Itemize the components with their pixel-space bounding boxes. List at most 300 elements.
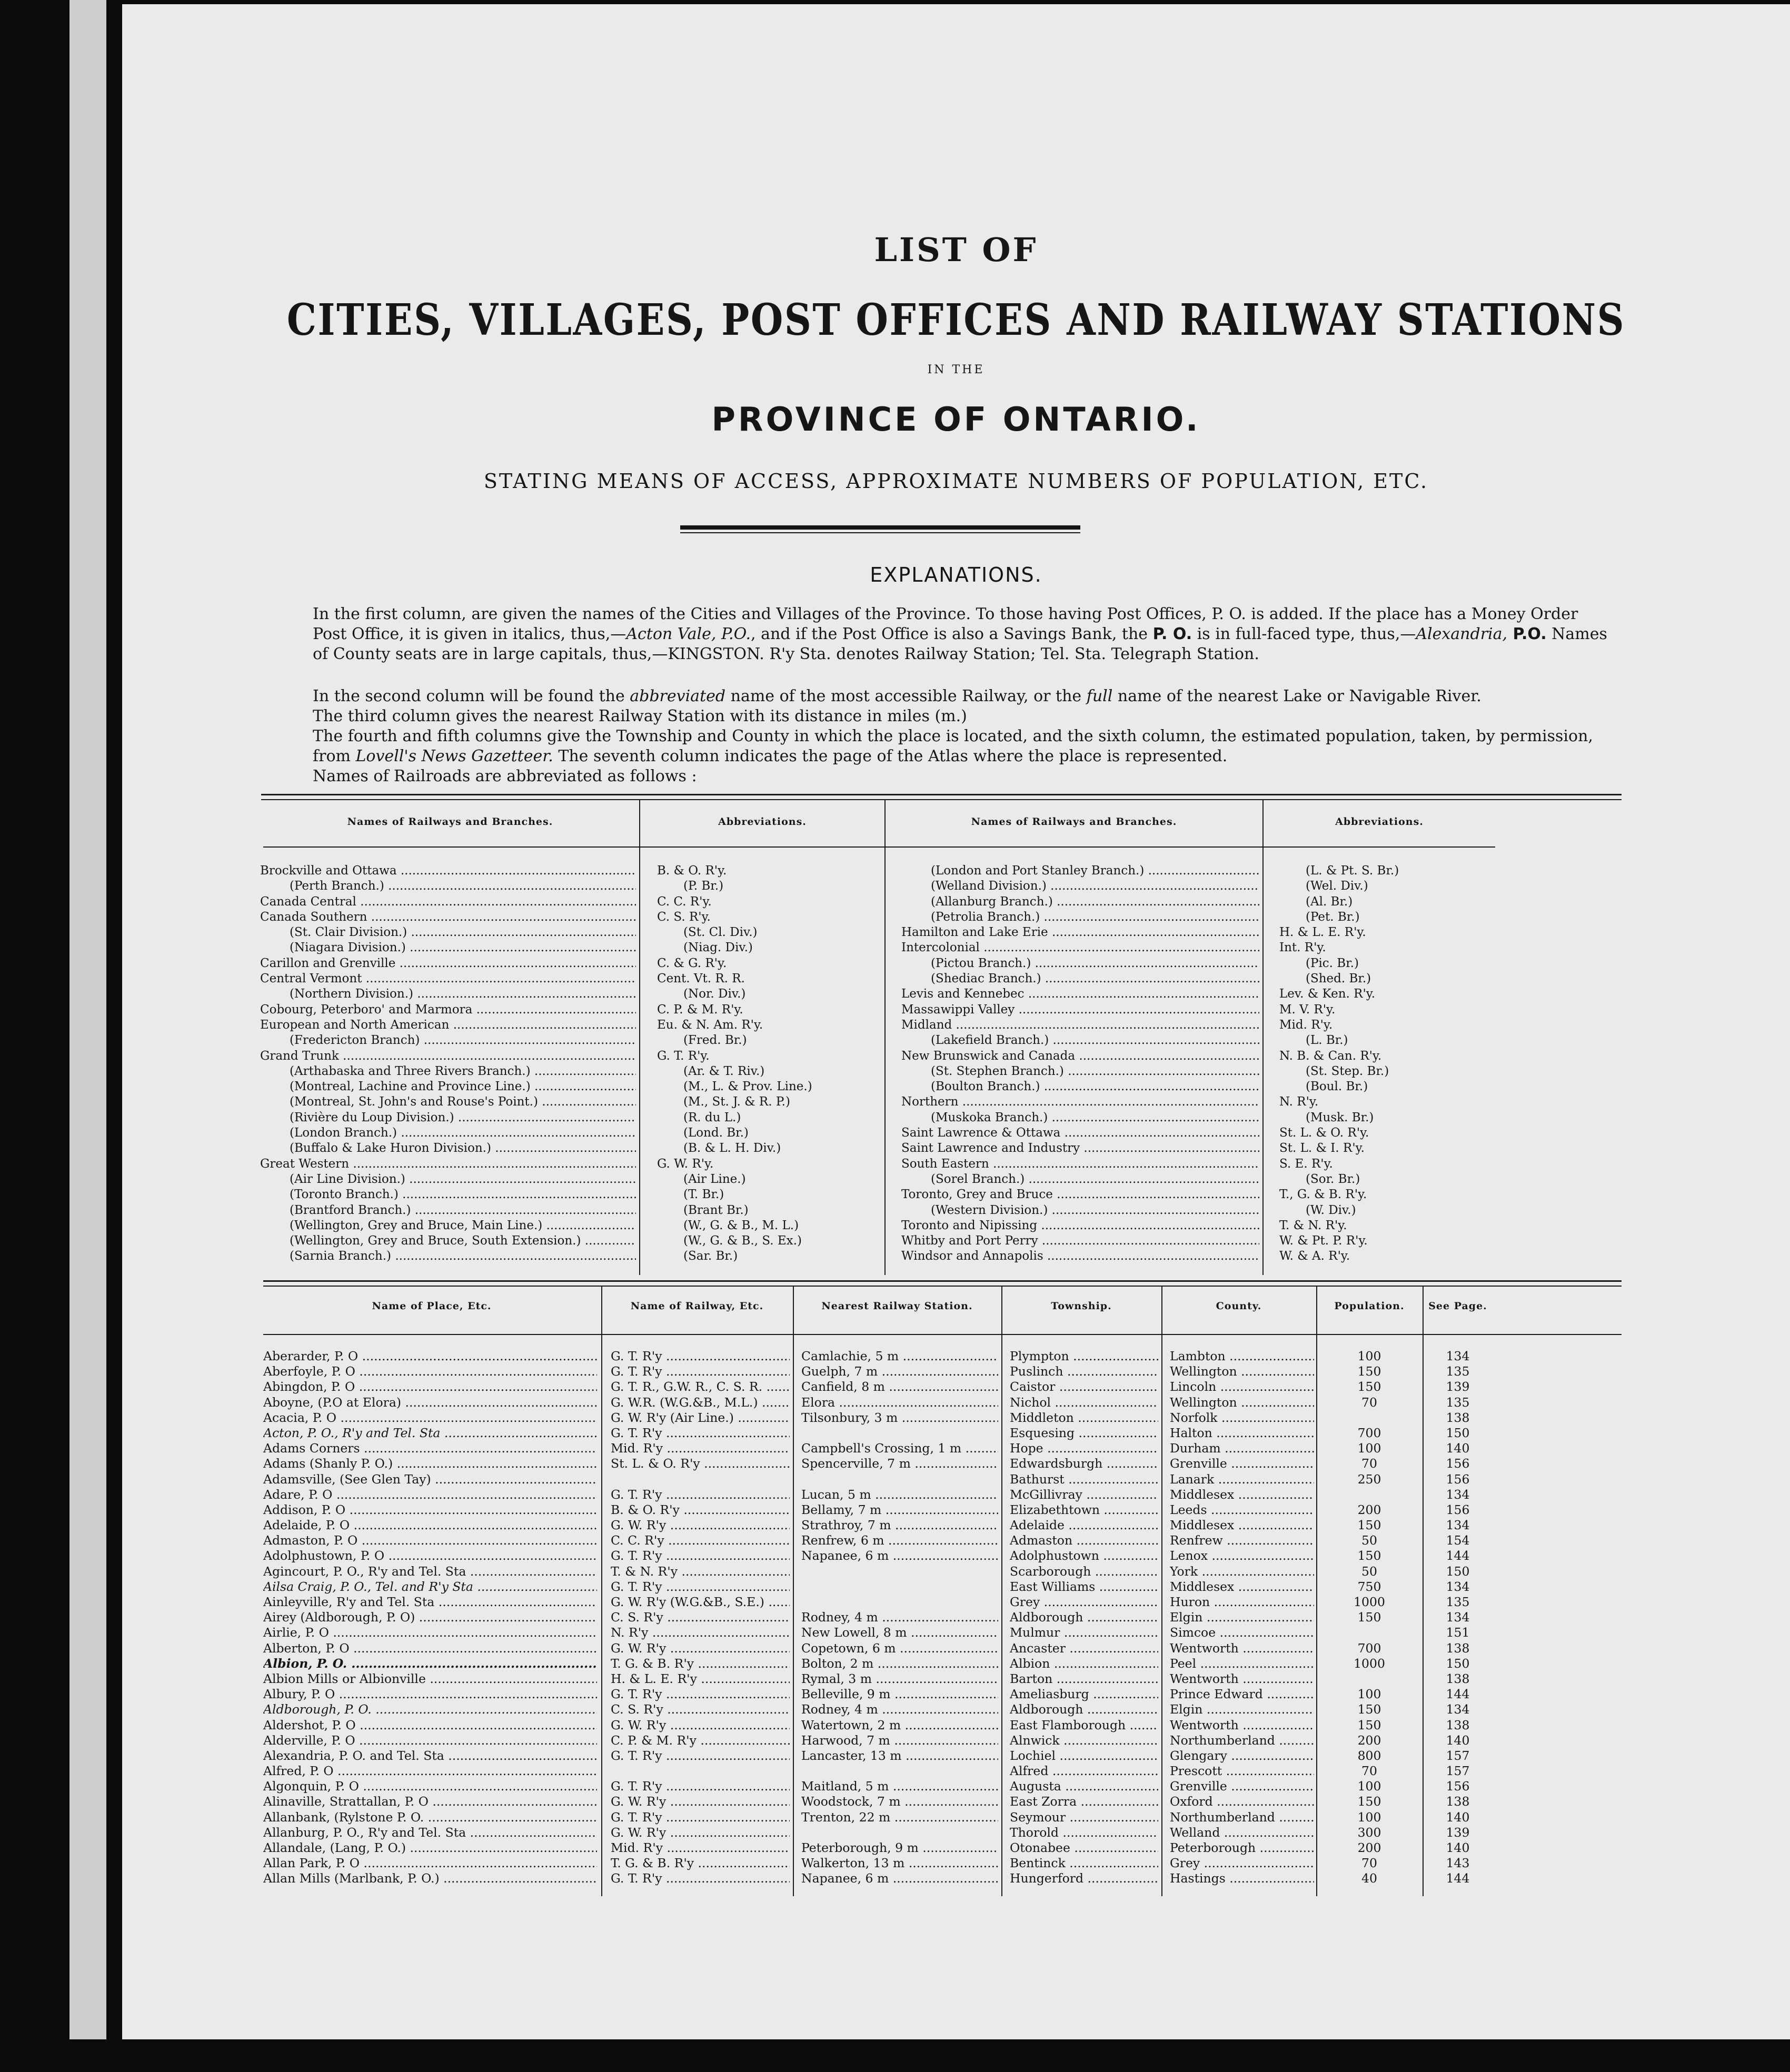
population-cell-text: 150: [1357, 1548, 1381, 1563]
station-cell: [801, 1548, 998, 1563]
page-cell-text: 140: [1446, 1840, 1470, 1855]
population-cell: [1317, 1764, 1421, 1779]
station-cell-text: Lancaster, 13 m .....: [801, 1748, 998, 1763]
railway-name-row: [901, 1172, 1259, 1187]
county-cell: [1170, 1410, 1314, 1426]
place-name-text: Albion, P. O. .....: [263, 1656, 597, 1671]
railway-name-row: [901, 1157, 1259, 1172]
binding-edge: [0, 0, 122, 2072]
railway-name-row: [901, 1249, 1259, 1264]
place-name-text: Allanburg, P. O., R'y and Tel. Sta .....: [263, 1825, 597, 1840]
railway-abbreviation: (W., G. & B., S. Ex.): [683, 1234, 802, 1248]
township-cell-text: Aldborough .....: [1010, 1702, 1158, 1717]
township-cell-text: Nichol .....: [1010, 1395, 1158, 1410]
township-cell: [1010, 1426, 1158, 1441]
railway-abbreviation: G. T. R'y.: [657, 1049, 710, 1063]
county-cell-text: Lambton .....: [1170, 1349, 1314, 1363]
township-cell: [1010, 1410, 1158, 1426]
railway-abbreviation: C. P. & M. R'y.: [657, 1002, 743, 1017]
population-cell-text: 150: [1357, 1518, 1381, 1533]
page-cell-text: 139: [1446, 1825, 1470, 1840]
railway-cell-text: G. W. R'y .....: [611, 1718, 790, 1732]
page-cell-text: 156: [1446, 1502, 1470, 1517]
page-cell: [1424, 1856, 1492, 1871]
page-cell: [1424, 1779, 1492, 1794]
township-cell: [1010, 1487, 1158, 1502]
railway-cell: [611, 1641, 790, 1656]
county-cell: [1170, 1548, 1314, 1563]
population-cell: [1317, 1733, 1421, 1748]
station-cell: [801, 1748, 998, 1764]
railway-name-row: [260, 1172, 636, 1187]
place-name: [263, 1871, 597, 1886]
population-cell-text: 100: [1357, 1687, 1381, 1702]
place-name-text: Abingdon, P. O .....: [263, 1379, 597, 1394]
county-cell-text: Welland .....: [1170, 1825, 1314, 1840]
railway-abbreviation: (R. du L.): [683, 1110, 741, 1124]
place-name: [263, 1472, 597, 1487]
county-cell-text: Wellington .....: [1170, 1364, 1314, 1379]
page-cell: [1424, 1702, 1492, 1717]
railway-cell-text: G. T. R'y .....: [611, 1810, 790, 1825]
township-cell-text: East Flamborough .....: [1010, 1718, 1158, 1732]
title-rule-thin: [680, 532, 1080, 533]
county-cell-text: Elgin .....: [1170, 1702, 1314, 1717]
station-cell: [801, 1379, 998, 1394]
county-cell-text: Wentworth .....: [1170, 1671, 1314, 1686]
page-cell-text: 157: [1446, 1764, 1470, 1779]
population-cell-text: 70: [1361, 1856, 1377, 1871]
population-cell-text: 300: [1357, 1825, 1381, 1840]
explanations-heading: EXPLANATIONS.: [870, 563, 1042, 586]
township-cell: [1010, 1641, 1158, 1656]
railway-cell: [611, 1779, 790, 1794]
place-name: [263, 1518, 597, 1533]
place-name: [263, 1840, 597, 1856]
population-cell: [1317, 1687, 1421, 1702]
population-cell: [1317, 1825, 1421, 1840]
population-cell: [1317, 1426, 1421, 1441]
township-cell: [1010, 1687, 1158, 1702]
railway-abbreviation: (Wel. Div.): [1306, 879, 1368, 893]
railway-cell-text: G. T. R'y .....: [611, 1548, 790, 1563]
population-cell: [1317, 1625, 1421, 1640]
township-cell-text: Middleton .....: [1010, 1410, 1158, 1425]
page-cell: [1424, 1641, 1492, 1656]
county-cell: [1170, 1533, 1314, 1548]
abbr-head-rule: [263, 846, 639, 848]
township-cell: [1010, 1533, 1158, 1548]
population-cell: [1317, 1456, 1421, 1471]
station-cell: [801, 1656, 998, 1671]
county-cell-text: Elgin .....: [1170, 1610, 1314, 1625]
railway-cell: [611, 1564, 790, 1579]
station-cell-text: Elora .....: [801, 1395, 998, 1410]
population-cell: [1317, 1718, 1421, 1733]
county-cell-text: Halton .....: [1170, 1426, 1314, 1440]
railway-abbreviation: St. L. & I. R'y.: [1279, 1141, 1365, 1155]
railway-cell: [611, 1364, 790, 1379]
county-cell-text: Grenville .....: [1170, 1779, 1314, 1794]
county-cell: [1170, 1441, 1314, 1456]
place-name: [263, 1579, 597, 1595]
explain-text: The seventh column indicates the page of the Atlas where the place is represented.: [553, 747, 1228, 765]
places-divider: [601, 1287, 602, 1896]
explain-bold: P.O.: [1507, 625, 1547, 643]
explain-text: Names of County seats are in large capitals, thus,—KINGSTON. R'y Sta. denotes Railway Station; Tel. Sta. Telegraph Station.: [313, 625, 1607, 663]
county-cell-text: Lanark .....: [1170, 1472, 1314, 1487]
county-cell: [1170, 1579, 1314, 1595]
place-name-text: Alinaville, Strattallan, P. O .....: [263, 1794, 597, 1809]
place-name: [263, 1441, 597, 1456]
page-cell: [1424, 1441, 1492, 1456]
station-cell: [801, 1564, 998, 1579]
railway-name: Midland .....: [901, 1018, 1259, 1032]
railway-abbreviation: C. & G. R'y.: [657, 956, 727, 970]
population-cell-text: 750: [1357, 1579, 1381, 1594]
places-header-railway: Name of Railway, Etc.: [630, 1300, 764, 1312]
population-cell-text: 800: [1357, 1748, 1381, 1763]
township-cell: [1010, 1610, 1158, 1625]
place-name-text: Aberfoyle, P. O .....: [263, 1364, 597, 1379]
railway-name-row: [260, 910, 636, 925]
page-cell: [1424, 1748, 1492, 1764]
place-name-text: Albion Mills or Albionville .....: [263, 1671, 597, 1686]
population-cell-text: 100: [1357, 1779, 1381, 1794]
county-cell-text: Grenville .....: [1170, 1456, 1314, 1471]
station-cell-text: Camlachie, 5 m .....: [801, 1349, 998, 1363]
railway-name-row: [260, 925, 636, 940]
page-cell-text: 154: [1446, 1533, 1470, 1548]
railway-abbreviation: (M., L. & Prov. Line.): [683, 1080, 812, 1094]
page-cell: [1424, 1410, 1492, 1426]
railway-abbreviation: (W. Div.): [1306, 1203, 1356, 1217]
station-cell-text: Guelph, 7 m .....: [801, 1364, 998, 1379]
railway-abbreviation: T., G. & B. R'y.: [1279, 1188, 1367, 1202]
explanation-paragraph-1: [260, 604, 1613, 664]
railway-cell: [611, 1502, 790, 1518]
railway-name: Canada Southern .....: [260, 910, 636, 924]
page-cell-text: 156: [1446, 1456, 1470, 1471]
township-cell: [1010, 1702, 1158, 1717]
explain-italic: Alexandria,: [1416, 625, 1508, 643]
page-cell: [1424, 1379, 1492, 1394]
place-name-text: Ainleyville, R'y and Tel. Sta .....: [263, 1595, 597, 1609]
railway-abbreviation: (Sor. Br.): [1306, 1172, 1360, 1186]
explain-italic: full: [1086, 687, 1113, 705]
station-cell-text: Trenton, 22 m .....: [801, 1810, 998, 1825]
railway-name-row: [901, 1002, 1259, 1018]
page-cell: [1424, 1579, 1492, 1595]
township-cell-text: Hungerford .....: [1010, 1871, 1158, 1886]
place-name-text: Adamsville, (See Glen Tay) .....: [263, 1472, 597, 1487]
county-cell-text: Lenox .....: [1170, 1548, 1314, 1563]
railway-name: (Toronto Branch.) .....: [290, 1188, 636, 1201]
population-cell: [1317, 1748, 1421, 1764]
place-name: [263, 1610, 597, 1625]
county-cell-text: Huron .....: [1170, 1595, 1314, 1609]
railway-name-row: [901, 1033, 1259, 1048]
explain-text: , and if the Post Office is also a Savings Bank, the: [751, 625, 1153, 643]
township-cell-text: Plympton .....: [1010, 1349, 1158, 1363]
railway-name-row: [260, 1018, 636, 1033]
railway-abbreviation: (Nor. Div.): [683, 987, 746, 1001]
railway-name: Levis and Kennebec .....: [901, 987, 1259, 1001]
railway-cell: [611, 1395, 790, 1410]
county-cell: [1170, 1456, 1314, 1471]
township-cell: [1010, 1856, 1158, 1871]
population-cell: [1317, 1502, 1421, 1518]
railway-abbreviation: C. S. R'y.: [657, 910, 711, 924]
page-cell: [1424, 1871, 1492, 1886]
county-cell-text: Prescott .....: [1170, 1764, 1314, 1778]
railway-abbreviation: (L. Br.): [1306, 1033, 1348, 1048]
railway-cell-text: G. W. R'y .....: [611, 1825, 790, 1840]
title-line-3: IN THE: [927, 363, 985, 376]
explain-text: Names of Railroads are abbreviated as follows :: [313, 767, 697, 785]
township-cell: [1010, 1379, 1158, 1394]
railway-cell: [611, 1748, 790, 1764]
station-cell: [801, 1779, 998, 1794]
explanation-paragraph-5: [260, 766, 1613, 786]
railway-cell: [611, 1871, 790, 1886]
railway-name: (Montreal, Lachine and Province Line.) .....: [290, 1080, 636, 1093]
explain-bold: P. O.: [1152, 625, 1192, 643]
county-cell: [1170, 1687, 1314, 1702]
page-cell: [1424, 1794, 1492, 1809]
population-cell: [1317, 1656, 1421, 1671]
place-name: [263, 1379, 597, 1394]
place-name-text: Alfred, P. O .....: [263, 1764, 597, 1778]
railway-abbreviation: S. E. R'y.: [1279, 1157, 1333, 1171]
county-cell: [1170, 1595, 1314, 1610]
abbr-table-divider: [639, 800, 640, 1275]
railway-cell: [611, 1579, 790, 1595]
railway-name: South Eastern .....: [901, 1157, 1259, 1171]
township-cell: [1010, 1718, 1158, 1733]
township-cell-text: Augusta .....: [1010, 1779, 1158, 1794]
railway-name-row: [260, 1141, 636, 1156]
railway-abbreviation: Eu. & N. Am. R'y.: [657, 1018, 763, 1032]
places-column-township: [1010, 1349, 1158, 1887]
railway-abbreviation: St. L. & O. R'y.: [1279, 1126, 1369, 1140]
railway-name: (Rivière du Loup Division.) .....: [290, 1111, 636, 1124]
township-cell: [1010, 1364, 1158, 1379]
railway-abbreviation: T. & N. R'y.: [1279, 1218, 1347, 1232]
township-cell-text: Mulmur .....: [1010, 1625, 1158, 1640]
township-cell-text: McGillivray .....: [1010, 1487, 1158, 1502]
station-cell-text: Harwood, 7 m .....: [801, 1733, 998, 1748]
township-cell: [1010, 1825, 1158, 1840]
place-name-text: Adare, P. O .....: [263, 1487, 597, 1502]
railway-name: (Welland Division.) .....: [931, 879, 1259, 893]
population-cell-text: 150: [1357, 1364, 1381, 1379]
railway-name-row: [901, 1203, 1259, 1218]
railway-abbreviation: (Shed. Br.): [1306, 972, 1371, 986]
station-cell: [801, 1410, 998, 1426]
railway-cell-text: G. T. R'y .....: [611, 1748, 790, 1763]
county-cell: [1170, 1487, 1314, 1502]
township-cell: [1010, 1764, 1158, 1779]
station-cell: [801, 1472, 998, 1487]
population-cell-text: 70: [1361, 1456, 1377, 1471]
places-column-station: [801, 1349, 998, 1887]
places-divider: [1001, 1287, 1002, 1896]
station-cell-text: Tilsonbury, 3 m .....: [801, 1410, 998, 1425]
page-cell: [1424, 1502, 1492, 1518]
township-cell-text: Elizabethtown .....: [1010, 1502, 1158, 1517]
population-cell: [1317, 1349, 1421, 1364]
population-cell: [1317, 1379, 1421, 1394]
township-cell: [1010, 1733, 1158, 1748]
places-header-station: Nearest Railway Station.: [821, 1300, 973, 1312]
population-cell: [1317, 1810, 1421, 1825]
title-rule: [680, 525, 1080, 530]
place-name-text: Acacia, P. O .....: [263, 1410, 597, 1425]
county-cell-text: Grey .....: [1170, 1856, 1314, 1870]
abbr-table-top-rule-thin: [261, 799, 1622, 800]
county-cell: [1170, 1379, 1314, 1394]
county-cell: [1170, 1840, 1314, 1856]
station-cell-text: Lucan, 5 m .....: [801, 1487, 998, 1502]
document-page: [122, 4, 1790, 2039]
station-cell-text: Strathroy, 7 m .....: [801, 1518, 998, 1532]
railway-cell: [611, 1764, 790, 1779]
station-cell-text: Campbell's Crossing, 1 m .....: [801, 1441, 998, 1456]
station-cell: [801, 1733, 998, 1748]
place-name: [263, 1825, 597, 1840]
township-cell: [1010, 1502, 1158, 1518]
railway-names-left: [260, 863, 636, 1264]
railway-name-row: [260, 1157, 636, 1172]
railway-abbreviation: (Niag. Div.): [683, 941, 753, 955]
railway-cell-text: St. L. & O. R'y .....: [611, 1456, 790, 1471]
township-cell-text: Hope .....: [1010, 1441, 1158, 1456]
railway-name: Saint Lawrence and Industry .....: [901, 1141, 1259, 1155]
railway-abbr-right: [1279, 863, 1490, 1264]
railway-cell-text: G. W. R'y .....: [611, 1641, 790, 1656]
township-cell: [1010, 1564, 1158, 1579]
township-cell: [1010, 1441, 1158, 1456]
abbr-header-abbr: Abbreviations.: [1335, 816, 1424, 828]
place-name: [263, 1487, 597, 1502]
abbr-table-divider: [884, 800, 886, 1275]
railway-abbreviation: (Air Line.): [683, 1172, 746, 1186]
railway-name: (St. Stephen Branch.) .....: [931, 1064, 1259, 1078]
railway-name-row: [260, 1094, 636, 1110]
railway-name: (Niagara Division.) .....: [290, 941, 636, 954]
county-cell-text: York .....: [1170, 1564, 1314, 1579]
railway-name-row: [901, 879, 1259, 894]
page-cell: [1424, 1456, 1492, 1471]
place-name-text: Adelaide, P. O .....: [263, 1518, 597, 1532]
explain-italic: Acton Vale, P.O.: [626, 625, 751, 643]
county-cell-text: Middlesex .....: [1170, 1518, 1314, 1532]
railway-name: (Wellington, Grey and Bruce, Main Line.) .....: [290, 1219, 636, 1232]
page-cell-text: 144: [1446, 1687, 1470, 1702]
page-cell-text: 156: [1446, 1779, 1470, 1794]
population-cell-text: 50: [1361, 1563, 1377, 1579]
title-line-1: LIST OF: [874, 231, 1038, 269]
township-cell: [1010, 1548, 1158, 1563]
railway-name: Canada Central .....: [260, 895, 636, 909]
railway-name: Grand Trunk .....: [260, 1049, 636, 1063]
station-cell: [801, 1579, 998, 1595]
railway-abbreviation: H. & L. E. R'y.: [1279, 925, 1366, 940]
railway-abbreviation: M. V. R'y.: [1279, 1002, 1336, 1017]
explain-text: The third column gives the nearest Railway Station with its distance in miles (m.): [313, 707, 967, 725]
places-head-rule: [263, 1334, 1622, 1335]
page-cell-text: 138: [1446, 1640, 1470, 1656]
railway-abbreviation: (L. & Pt. S. Br.): [1306, 864, 1399, 878]
abbr-header-names: Names of Railways and Branches.: [347, 816, 553, 828]
railway-abbreviation: (Brant Br.): [683, 1203, 749, 1217]
railway-cell: [611, 1625, 790, 1640]
county-cell: [1170, 1395, 1314, 1410]
station-cell-text: Belleville, 9 m .....: [801, 1687, 998, 1701]
railway-abbreviation: W. & A. R'y.: [1279, 1249, 1350, 1263]
railway-abbreviation: (T. Br.): [683, 1188, 724, 1202]
station-cell-text: Peterborough, 9 m .....: [801, 1840, 998, 1855]
railway-abbreviation: Lev. & Ken. R'y.: [1279, 987, 1376, 1001]
township-cell: [1010, 1656, 1158, 1671]
railway-name-row: [901, 894, 1259, 910]
place-name-text: Aldershot, P. O .....: [263, 1718, 597, 1732]
railway-cell-text: G. W. R'y .....: [611, 1518, 790, 1532]
page-cell: [1424, 1671, 1492, 1687]
places-column-railway: [611, 1349, 790, 1887]
township-cell: [1010, 1794, 1158, 1809]
explanation-paragraph-4: [260, 726, 1613, 766]
place-name-text: Agincourt, P. O., R'y and Tel. Sta .....: [263, 1564, 597, 1579]
township-cell: [1010, 1840, 1158, 1856]
population-cell: [1317, 1395, 1421, 1410]
railway-name-row: [260, 1110, 636, 1125]
explain-text: is in full-faced type, thus,—: [1192, 625, 1416, 643]
railway-name: New Brunswick and Canada .....: [901, 1049, 1259, 1063]
township-cell-text: Grey .....: [1010, 1595, 1158, 1609]
abbr-table-divider: [1262, 800, 1264, 1275]
railway-name-row: [260, 1125, 636, 1141]
page-cell-text: 150: [1446, 1425, 1470, 1440]
railway-abbr-left: [657, 863, 883, 1264]
railway-name: (Boulton Branch.) .....: [931, 1080, 1259, 1093]
railway-abbreviation: N. B. & Can. R'y.: [1279, 1049, 1382, 1063]
station-cell-text: Watertown, 2 m .....: [801, 1718, 998, 1732]
place-name: [263, 1595, 597, 1610]
page-cell: [1424, 1825, 1492, 1840]
place-name: [263, 1456, 597, 1471]
page-cell-text: 138: [1446, 1794, 1470, 1809]
county-cell: [1170, 1610, 1314, 1625]
page-cell: [1424, 1395, 1492, 1410]
page-cell-text: 150: [1446, 1563, 1470, 1579]
population-cell: [1317, 1441, 1421, 1456]
station-cell-text: Woodstock, 7 m .....: [801, 1794, 998, 1809]
place-name-text: Allan Park, P. O .....: [263, 1856, 597, 1870]
railway-cell-text: Mid. R'y .....: [611, 1441, 790, 1456]
page-cell: [1424, 1733, 1492, 1748]
railway-abbreviation: (W., G. & B., M. L.): [683, 1218, 799, 1232]
township-cell: [1010, 1518, 1158, 1533]
place-name-text: Addison, P. O .....: [263, 1502, 597, 1517]
place-name: [263, 1641, 597, 1656]
place-name-text: Alexandria, P. O. and Tel. Sta .....: [263, 1748, 597, 1763]
places-column-page: [1424, 1349, 1492, 1887]
railway-abbreviation: (St. Cl. Div.): [683, 925, 758, 940]
station-cell: [801, 1810, 998, 1825]
population-cell: [1317, 1671, 1421, 1687]
